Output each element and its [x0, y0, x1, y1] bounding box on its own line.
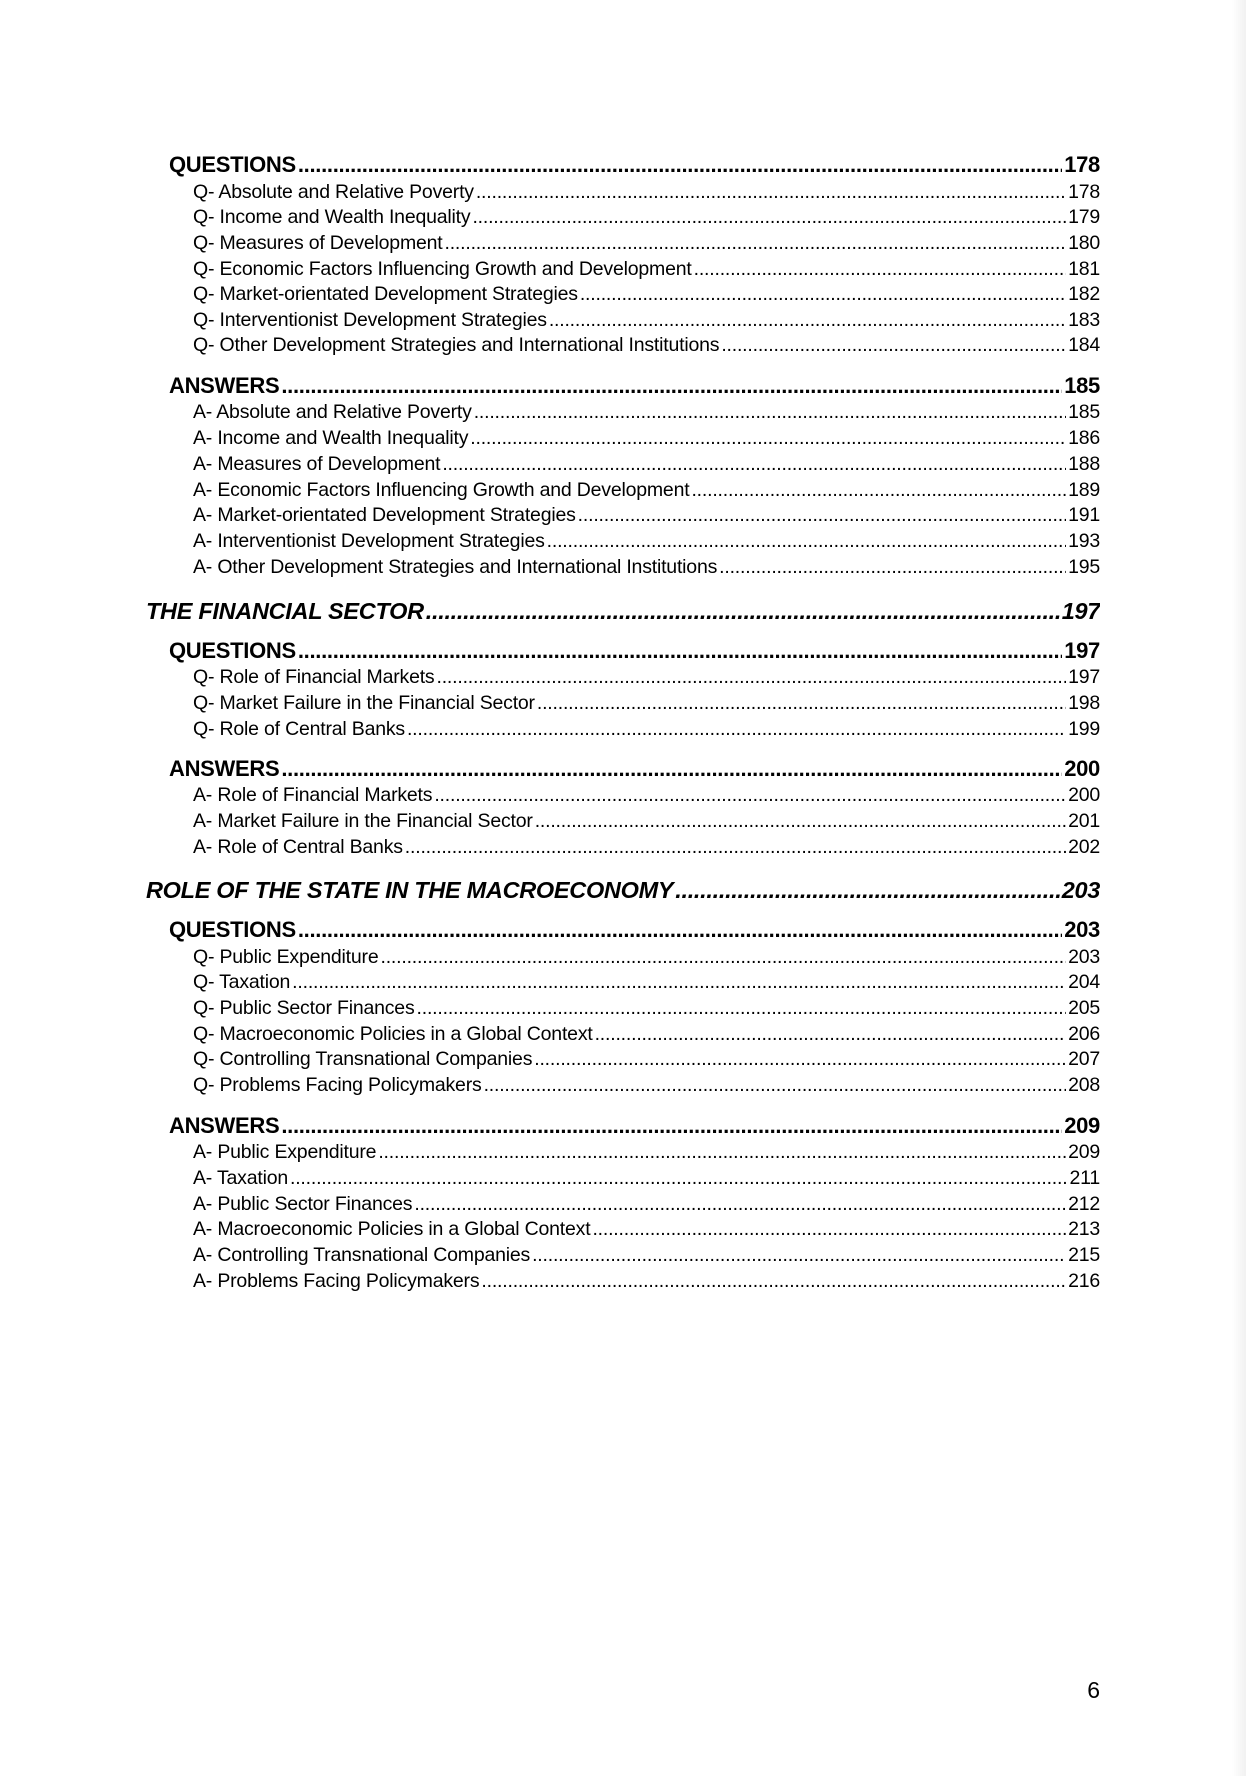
dot-leader: [442, 452, 1066, 476]
toc-entry-title: Q- Interventionist Development Strategies: [193, 309, 547, 331]
dot-leader: [436, 665, 1066, 689]
toc-entry-page-number: 197: [1068, 666, 1100, 688]
toc-entry-title: A- Other Development Strategies and International Institutions: [193, 556, 718, 578]
toc-entry[interactable]: [193, 1166, 1100, 1190]
toc-entry[interactable]: [193, 665, 1100, 689]
toc-subsection-title: ANSWERS: [169, 1113, 280, 1138]
toc-entry-title: Q- Market-orientated Development Strategies: [193, 283, 578, 305]
toc-entry[interactable]: [193, 231, 1100, 255]
toc-chapter-title: THE FINANCIAL SECTOR: [146, 598, 424, 624]
toc-entry-page-number: 208: [1068, 1074, 1100, 1096]
toc-entry-title: A- Absolute and Relative Poverty: [193, 401, 472, 423]
dot-leader: [578, 503, 1066, 527]
toc-entry-title: Q- Income and Wealth Inequality: [193, 206, 471, 228]
toc-entry-page-number: 179: [1068, 206, 1100, 228]
dot-leader: [405, 835, 1066, 859]
toc-entry-page-number: 202: [1068, 836, 1100, 858]
toc-entry-page-number: 189: [1068, 479, 1100, 501]
dot-leader: [281, 755, 1062, 783]
toc-entry[interactable]: [193, 282, 1100, 306]
toc-entry-page-number: 181: [1068, 258, 1100, 280]
dot-leader: [414, 1192, 1066, 1216]
dot-leader: [292, 970, 1066, 994]
toc-entry[interactable]: [193, 809, 1100, 833]
toc-entry[interactable]: [193, 1192, 1100, 1216]
toc-entry-title: A- Role of Financial Markets: [193, 784, 433, 806]
toc-subsection[interactable]: [169, 637, 1100, 665]
toc-entry[interactable]: [193, 1217, 1100, 1241]
toc-entry-page-number: 211: [1069, 1167, 1100, 1189]
toc-entry-page-number: 193: [1068, 530, 1100, 552]
dot-leader: [547, 529, 1066, 553]
toc-entry[interactable]: [193, 333, 1100, 357]
toc-entry-page-number: 180: [1068, 232, 1100, 254]
toc-subsection-page-number: 200: [1064, 756, 1100, 781]
dot-leader: [532, 1243, 1066, 1267]
dot-leader: [290, 1166, 1068, 1190]
toc-entry-title: A- Market-orientated Development Strategies: [193, 504, 576, 526]
toc-entry-title: A- Taxation: [193, 1167, 288, 1189]
toc-entry-title: Q- Economic Factors Influencing Growth and Development: [193, 258, 692, 280]
toc-entry[interactable]: [193, 452, 1100, 476]
toc-subsection-page-number: 185: [1064, 373, 1100, 398]
toc-entry-page-number: 216: [1068, 1270, 1100, 1292]
toc-entry-page-number: 205: [1068, 997, 1100, 1019]
toc-entry[interactable]: [193, 529, 1100, 553]
dot-leader: [580, 282, 1066, 306]
toc-entry[interactable]: [193, 835, 1100, 859]
toc-entry-page-number: 198: [1068, 692, 1100, 714]
toc-entry-page-number: 203: [1068, 946, 1100, 968]
dot-leader: [484, 1073, 1067, 1097]
dot-leader: [537, 691, 1066, 715]
toc-entry[interactable]: [193, 400, 1100, 424]
toc-entry-page-number: 209: [1068, 1141, 1100, 1163]
toc-entry-page-number: 199: [1068, 718, 1100, 740]
dot-leader: [595, 1022, 1066, 1046]
toc-entry-page-number: 191: [1068, 504, 1100, 526]
toc-chapter-title: ROLE OF THE STATE IN THE MACROECONOMY: [146, 877, 674, 903]
page-edge-shadow: [1232, 0, 1246, 1776]
dot-leader: [694, 257, 1066, 281]
dot-leader: [675, 875, 1059, 905]
toc-entry[interactable]: [193, 478, 1100, 502]
toc-entry[interactable]: [193, 426, 1100, 450]
dot-leader: [549, 308, 1066, 332]
dot-leader: [592, 1217, 1066, 1241]
toc-entry-title: A- Market Failure in the Financial Sector: [193, 810, 533, 832]
toc-entry-page-number: 207: [1068, 1048, 1100, 1070]
page-number: 6: [1087, 1677, 1100, 1703]
toc-entry-page-number: 185: [1068, 401, 1100, 423]
toc-subsection[interactable]: [169, 755, 1100, 783]
toc-entry-page-number: 195: [1068, 556, 1100, 578]
dot-leader: [481, 1269, 1066, 1293]
toc-subsection-title: QUESTIONS: [169, 152, 296, 177]
dot-leader: [298, 916, 1062, 944]
toc-entry[interactable]: [193, 717, 1100, 741]
toc-entry-title: A- Economic Factors Influencing Growth and Development: [193, 479, 690, 501]
toc-entry-page-number: 200: [1068, 784, 1100, 806]
toc-entry-title: Q- Other Development Strategies and International Institutions: [193, 334, 720, 356]
dot-leader: [426, 596, 1060, 626]
toc-entry-title: A- Public Expenditure: [193, 1141, 377, 1163]
toc-entry-page-number: 188: [1068, 453, 1100, 475]
toc-entry[interactable]: [193, 996, 1100, 1020]
dot-leader: [534, 1047, 1066, 1071]
toc-entry[interactable]: [193, 1022, 1100, 1046]
toc-subsection-page-number: 203: [1064, 917, 1100, 942]
dot-leader: [476, 180, 1066, 204]
dot-leader: [470, 426, 1066, 450]
dot-leader: [378, 1140, 1066, 1164]
dot-leader: [691, 478, 1066, 502]
toc-entry-title: Q- Absolute and Relative Poverty: [193, 181, 474, 203]
toc-entry-title: Q- Controlling Transnational Companies: [193, 1048, 533, 1070]
toc-entry-title: Q- Role of Financial Markets: [193, 666, 435, 688]
dot-leader: [719, 555, 1066, 579]
toc-entry-page-number: 204: [1068, 971, 1100, 993]
dot-leader: [474, 400, 1066, 424]
toc-subsection-page-number: 178: [1064, 152, 1100, 177]
dot-leader: [281, 372, 1062, 400]
toc-entry[interactable]: [193, 1243, 1100, 1267]
toc-entry-page-number: 213: [1068, 1218, 1100, 1240]
toc-entry-page-number: 182: [1068, 283, 1100, 305]
toc-subsection-page-number: 197: [1064, 638, 1100, 663]
dot-leader: [298, 151, 1062, 179]
toc-chapter-page-number: 203: [1061, 877, 1100, 903]
toc-subsection[interactable]: [169, 151, 1100, 179]
toc-subsection[interactable]: [169, 372, 1100, 400]
toc-entry-title: Q- Taxation: [193, 971, 291, 993]
toc-entry-title: A- Role of Central Banks: [193, 836, 403, 858]
toc-entry-title: Q- Measures of Development: [193, 232, 443, 254]
toc-entry[interactable]: [193, 691, 1100, 715]
toc-subsection-title: ANSWERS: [169, 373, 280, 398]
toc-entry-page-number: 178: [1068, 181, 1100, 203]
toc-subsection-title: ANSWERS: [169, 756, 280, 781]
dot-leader: [535, 809, 1066, 833]
toc-entry[interactable]: [193, 1073, 1100, 1097]
toc-entry[interactable]: [193, 1269, 1100, 1293]
toc-subsection[interactable]: [169, 916, 1100, 944]
toc-entry[interactable]: [193, 257, 1100, 281]
toc-entry-title: Q- Public Expenditure: [193, 946, 379, 968]
toc-entry-title: A- Controlling Transnational Companies: [193, 1244, 531, 1266]
toc-entry-title: Q- Macroeconomic Policies in a Global Context: [193, 1023, 593, 1045]
dot-leader: [434, 783, 1066, 807]
toc-entry[interactable]: [193, 970, 1100, 994]
toc-entry-title: Q- Role of Central Banks: [193, 718, 405, 740]
toc-subsection-title: QUESTIONS: [169, 917, 296, 942]
toc-entry[interactable]: [193, 180, 1100, 204]
toc-entry[interactable]: [193, 555, 1100, 579]
toc-entry[interactable]: [193, 503, 1100, 527]
toc-entry-title: Q- Public Sector Finances: [193, 997, 415, 1019]
dot-leader: [472, 205, 1066, 229]
toc-chapter[interactable]: [146, 875, 1100, 905]
toc-entry-page-number: 212: [1068, 1193, 1100, 1215]
dot-leader: [417, 996, 1067, 1020]
dot-leader: [407, 717, 1066, 741]
toc-subsection-title: QUESTIONS: [169, 638, 296, 663]
toc-entry-title: A- Measures of Development: [193, 453, 441, 475]
toc-entry-title: A- Public Sector Finances: [193, 1193, 413, 1215]
toc-entry-page-number: 183: [1068, 309, 1100, 331]
toc-entry-page-number: 215: [1068, 1244, 1100, 1266]
toc-entry-title: Q- Market Failure in the Financial Sector: [193, 692, 535, 714]
toc-entry[interactable]: [193, 1140, 1100, 1164]
toc-entry-title: Q- Problems Facing Policymakers: [193, 1074, 482, 1096]
toc-subsection-page-number: 209: [1064, 1113, 1100, 1138]
toc-entry[interactable]: [193, 1047, 1100, 1071]
dot-leader: [445, 231, 1067, 255]
toc-entry-title: A- Income and Wealth Inequality: [193, 427, 469, 449]
toc-chapter[interactable]: [146, 596, 1100, 626]
toc-subsection[interactable]: [169, 1112, 1100, 1140]
toc-entry-page-number: 206: [1068, 1023, 1100, 1045]
toc-entry[interactable]: [193, 308, 1100, 332]
dot-leader: [298, 637, 1062, 665]
toc-entry-title: A- Macroeconomic Policies in a Global Context: [193, 1218, 591, 1240]
toc-entry-page-number: 184: [1068, 334, 1100, 356]
toc-entry-title: A- Problems Facing Policymakers: [193, 1270, 480, 1292]
toc-entry-page-number: 186: [1068, 427, 1100, 449]
dot-leader: [281, 1112, 1062, 1140]
toc-entry[interactable]: [193, 783, 1100, 807]
dot-leader: [721, 333, 1066, 357]
toc-entry-title: A- Interventionist Development Strategies: [193, 530, 545, 552]
toc-entry-page-number: 201: [1068, 810, 1100, 832]
toc-entry[interactable]: [193, 205, 1100, 229]
dot-leader: [380, 945, 1066, 969]
toc-chapter-page-number: 197: [1061, 598, 1100, 624]
toc-entry[interactable]: [193, 945, 1100, 969]
